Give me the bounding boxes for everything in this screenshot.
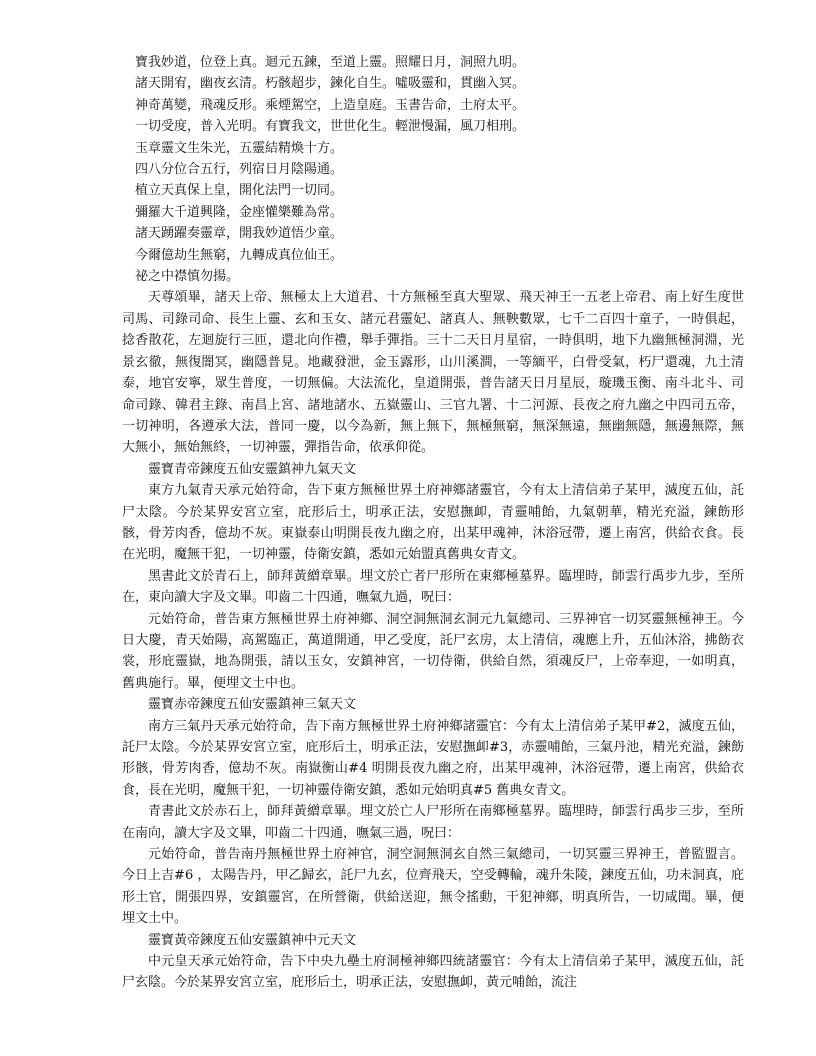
- verse-line: 寶我妙道，位登上真。迴元五鍊，至道上靈。照耀日月，洞照九明。: [122, 55, 526, 70]
- body-paragraph: 東方九氣青天承元始符命，告下東方無極世界土府神鄉諸靈官，今有太上清信弟子某甲，滅度五仙，託尸太陰。今於某界安宮立室，庇形后土，明承正法，安慰撫卹，青靈哺飴，九氣朝華，精光充溢，鍊飭形骸，骨芳肉香，億劫不灰。東嶽泰山明開長夜九幽之府，出某甲魂神，沐浴冠帶，遷上南宮，供給衣食。長在光明，魔無干犯，一切神靈，侍衛安鎮，悉如元始盟真舊典女青文。: [122, 483, 744, 563]
- body-paragraph: 黑書此文於青石上，師拜黃繒章畢。埋文於亡者尸形所在東鄉極墓界。臨埋時，師雲行禹步九步，至所在，東向讀大字及文畢。叩齒二十四通，嘸氣九過，呪曰：: [122, 568, 744, 606]
- verse-line: 四八分位合五行，列宿日月陰陽通。: [122, 162, 344, 178]
- verse-line: 諸天開宥，幽夜玄清。朽骸超步，鍊化自生。噓吸靈和，貫幽入冥。: [122, 76, 526, 92]
- verse-block: [122, 52, 744, 287]
- verse-line: 今爾億劫生無窮，九轉成真位仙王。: [122, 247, 344, 263]
- verse-line: 諸天踴躍奏靈章，開我妙道悟少童。: [122, 226, 344, 242]
- body-block: [122, 287, 744, 993]
- body-paragraph: 中元皇天承元始符命，告下中央九壘土府洞極神鄉四統諸靈官：今有太上清信弟子某甲，滅度五仙，託尸玄陰。今於某界安宮立室，庇形后土，明承正法，安慰撫卹，黃元哺飴，流注: [122, 954, 744, 991]
- verse-line: 彌羅大千道興隆，金座懽樂難為常。: [122, 204, 344, 220]
- body-paragraph: 元始符命，普告南丹無極世界土府神官，洞空洞無洞玄自然三氣總司，一切冥靈三界神王，普監盟言。今日上吉#6 ，太陽告丹，甲乙歸玄，託尸九玄，位齊飛天，空受轉輪，魂升朱陵，鍊度五仙，功未洞真，庇形土官，開張四界，安鎮靈宮，在所營衛，供給送迎，無令搖動，干犯神鄉，明真所告，一切咸聞。畢，便埋文土中。: [122, 847, 744, 927]
- body-paragraph: 天尊頌畢，諸天上帝、無極太上大道君、十方無極至真大聖眾、飛天神王一五老上帝君、南上好生度世司馬、司錄司命、長生上靈、玄和玉女、諸元君靈妃、諸真人、無鞅數眾，七千二百四十童子，一時俱起，捻香散花，左迴旋行三匝，還北向作禮，舉手彈指。三十二天日月星宿，一時俱明，地下九幽無極洞淵，光景玄徹，無復闇冥，幽隱普見。地藏發泄，金玉露形，山川溪澗，一等緬平，白骨受氣，朽尸還魂，九土清泰，地官安寧，眾生普度，一切無偏。大法流化，皇道開張，普告諸天日月星辰，璇璣玉衡、南斗北斗、司命司錄、韓君主錄、南昌上宮、諸地諸水、五嶽靈山、三官九署、十二河源、長夜之府九幽之中四司五帝，一切神明，各遵承大法，普同一慶，以今為新，無上無下，無極無窮，無深無遠，無幽無隱，無邊無際，無大無小，無始無終，一切神靈，彈指告命，依承仰從。: [122, 290, 744, 456]
- body-paragraph: 元始符命，普告東方無極世界土府神鄉、洞空洞無洞玄洞元九氣總司、三界神官一切冥靈無極神王。今日大慶，青天始陽，高駕臨正，萬道開通，甲乙受度，託尸玄房，太上清信，魂應上升，五仙沐浴，拂飭衣裳，形庇靈嶽，地為開張，請以玉女，安鎮神宮，一切侍衛，供給自然，須魂反尸，上帝奉迎，一如明真，舊典施行。畢，便埋文土中也。: [122, 611, 744, 691]
- section-heading: 靈寶赤帝鍊度五仙安靈鎮神三氣天文: [148, 697, 357, 713]
- verse-line: 植立天真保上皇，開化法門一切同。: [122, 183, 344, 199]
- verse-line: 神奇萬變，飛魂反形。乘煙駕空，上造皇庭。玉書告命，土府太平。: [122, 97, 526, 113]
- verse-line: 祕之中襟慎勿揚。: [122, 269, 240, 285]
- section-heading: 靈寶黃帝鍊度五仙安靈鎮神中元天文: [148, 932, 357, 948]
- verse-line: 玉章靈文生朱光，五靈結精煥十方。: [122, 140, 344, 156]
- body-paragraph: 南方三氣丹天承元始符命，告下南方無極世界土府神鄉諸靈官：今有太上清信弟子某甲#2，滅度五仙，託尸太陰。今於某界安宮立室，庇形后土，明承正法，安慰撫卹#3，赤靈哺飴，三氣丹池，精光充溢，鍊飭形骸，骨芳肉香，億劫不灰。南嶽衡山#4 明開長夜九幽之府，出某甲魂神，沐浴冠帶，遷上南宮，供給衣食，長在光明，魔無干犯，一切神靈侍衛安鎮，悉如元始明真#5 舊典女青文。: [122, 718, 744, 798]
- verse-line: 一切受度，普入光明。有寶我文，世世化生。輕泄慢漏，風刀相刑。: [122, 119, 526, 135]
- body-paragraph: 青書此文於赤石上，師拜黃繒章畢。埋文於亡人尸形所在南鄉極墓界。臨埋時，師雲行禹步三步，至所在南向，讀大字及文畢，叩齒二十四通，嘸氣三過，呪曰：: [122, 804, 744, 841]
- section-heading: 靈寶青帝鍊度五仙安靈鎮神九氣天文: [148, 461, 357, 477]
